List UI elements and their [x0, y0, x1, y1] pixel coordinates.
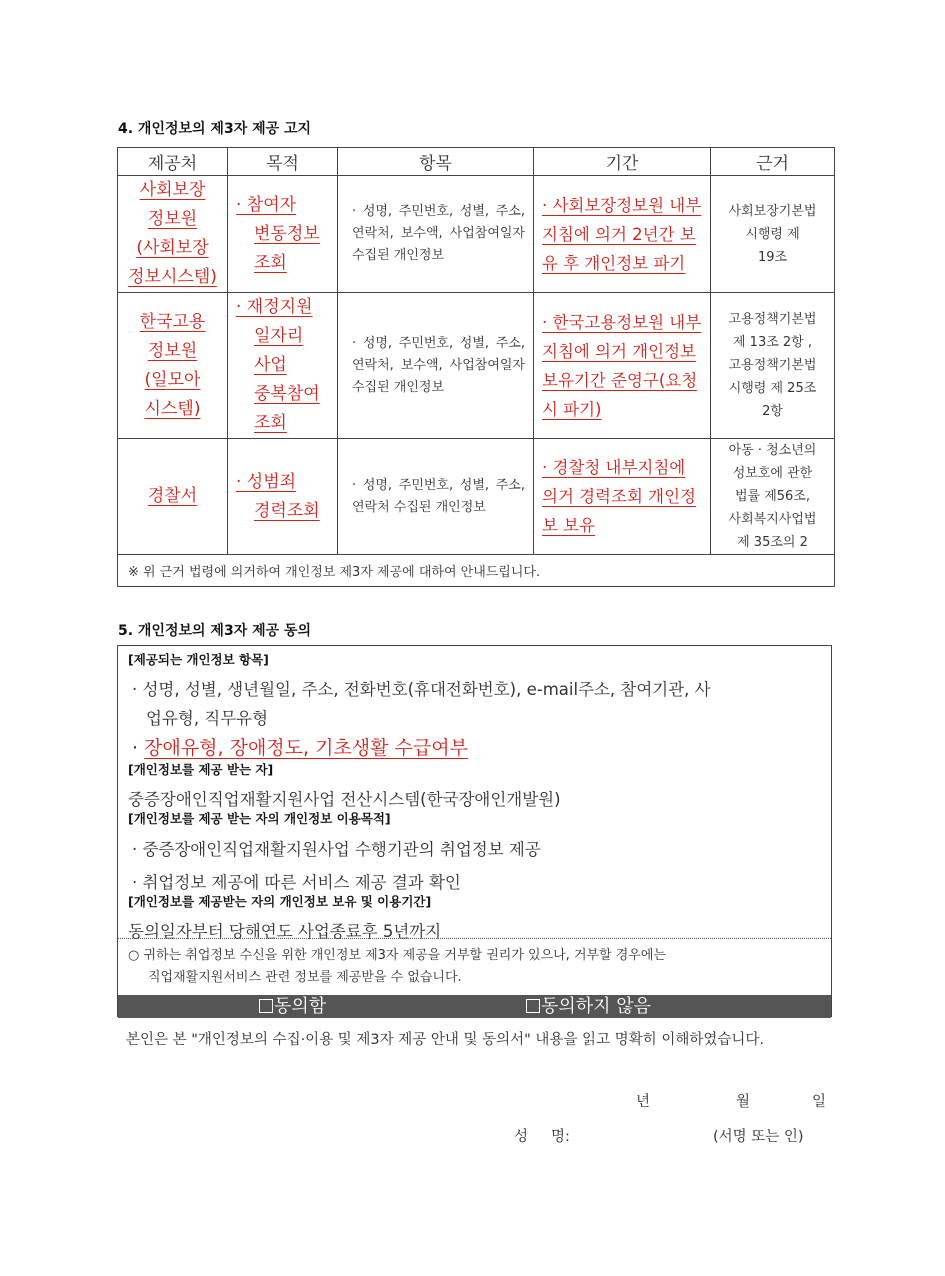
purpose-line2: · 취업정보 제공에 따른 서비스 제공 결과 확인: [132, 873, 461, 892]
agree-label: 동의함: [274, 996, 327, 1017]
name-label: 성 명:: [514, 1129, 570, 1145]
row3-period: · 경찰청 내부지침에 의거 경력조회 개인정보 보유: [534, 439, 711, 555]
recipient-value: 중증장애인직업재활지원사업 전산시스템(한국장애인개발원): [128, 790, 561, 809]
agree-checkbox[interactable]: [259, 999, 273, 1013]
table-row: [118, 176, 835, 293]
row2-period: · 한국고용정보원 내부지침에 의거 개인정보 보유기간 준영구(요청시 파기): [534, 293, 711, 439]
row3-org: 경찰서: [118, 439, 228, 555]
sensitive-items: 장애유형, 장애정도, 기초생활 수급여부: [144, 737, 468, 759]
section4-title: 4. 개인정보의 제3자 제공 고지: [118, 121, 312, 137]
purpose-line1: · 중증장애인직업재활지원사업 수행기관의 취업정보 제공: [132, 840, 541, 859]
table-note: ※ 위 근거 법령에 의거하여 개인정보 제3자 제공에 대하여 안내드립니다.: [118, 555, 835, 587]
items-sensitive-bullet: ·: [132, 737, 145, 759]
agree-option[interactable]: [259, 995, 326, 1018]
row1-org: 사회보장 정보원 (사회보장 정보시스템): [118, 176, 228, 293]
header-purpose: 목적: [228, 148, 338, 176]
row1-items: · 성명, 주민번호, 성별, 주소, 연락처, 보수액, 사업참여일자 수집된 개인정보: [338, 176, 534, 293]
row2-law: 고용정책기본법 제 13조 2항 , 고용정책기본법 시행령 제 25조 2항: [711, 293, 835, 439]
items-header: [제공되는 개인정보 항목]: [128, 652, 269, 667]
disagree-option[interactable]: [526, 995, 651, 1018]
table-row: [118, 293, 835, 439]
date-month: 월: [736, 1094, 751, 1110]
items-sensitive-line: [132, 733, 478, 760]
table-note-row: [118, 555, 835, 587]
retention-value: 동의일자부터 당해연도 사업종료후 5년까지: [128, 922, 442, 941]
row1-period: · 사회보장정보원 내부지침에 의거 2년간 보유 후 개인정보 파기: [534, 176, 711, 293]
date-year: 년: [636, 1094, 651, 1110]
refusal-line1: ○ 귀하는 취업정보 수신을 위한 개인정보 제3자 제공을 거부할 권리가 있으나, 거부할 경우에는: [128, 948, 666, 963]
date-day: 일: [812, 1094, 827, 1110]
retention-header: [개인정보를 제공받는 자의 개인정보 보유 및 이용기간]: [128, 894, 432, 909]
purpose-header: [개인정보를 제공 받는 자의 개인정보 이용목적]: [128, 811, 391, 826]
signature-hint: (서명 또는 인): [713, 1129, 804, 1145]
dotted-divider: [118, 938, 831, 939]
row3-law: 아동 · 청소년의 성보호에 관한 법률 제56조, 사회복지사업법 제 35조의 2: [711, 439, 835, 555]
items-line2: 업유형, 직무유형: [146, 709, 269, 728]
disagree-label: 동의하지 않음: [541, 996, 652, 1017]
row2-purpose: · 재정지원 일자리 사업 중복참여 조회: [228, 293, 338, 439]
row3-items: · 성명, 주민번호, 성별, 주소, 연락처 수집된 개인정보: [338, 439, 534, 555]
refusal-line2: 직업재활지원서비스 관련 정보를 제공받을 수 없습니다.: [148, 970, 462, 985]
consent-box: [117, 645, 832, 1017]
row2-items: · 성명, 주민번호, 성별, 주소, 연락처, 보수액, 사업참여일자 수집된 개인정보: [338, 293, 534, 439]
section5-title: 5. 개인정보의 제3자 제공 동의: [118, 623, 312, 639]
row1-purpose: · 참여자 변동정보 조회: [228, 176, 338, 293]
header-period: 기간: [534, 148, 711, 176]
recipient-header: [개인정보를 제공 받는 자]: [128, 762, 274, 777]
table-header-row: [118, 148, 835, 176]
table-row: [118, 439, 835, 555]
items-line1: · 성명, 성별, 생년월일, 주소, 전화번호(휴대전화번호), e-mail주소, 참여기관, 사: [132, 680, 711, 699]
header-provider: 제공처: [118, 148, 228, 176]
agreement-bar: [118, 995, 831, 1018]
consent-statement: 본인은 본 "개인정보의 수집·이용 및 제3자 제공 안내 및 동의서" 내용을 읽고 명확히 이해하였습니다.: [126, 1032, 764, 1048]
disagree-checkbox[interactable]: [526, 999, 540, 1013]
header-basis: 근거: [711, 148, 835, 176]
header-items: 항목: [338, 148, 534, 176]
row2-org: 한국고용 정보원 (일모아 시스템): [118, 293, 228, 439]
third-party-table: [117, 147, 835, 587]
row1-law: 사회보장기본법 시행령 제 19조: [711, 176, 835, 293]
row3-purpose: · 성범죄 경력조회: [228, 439, 338, 555]
